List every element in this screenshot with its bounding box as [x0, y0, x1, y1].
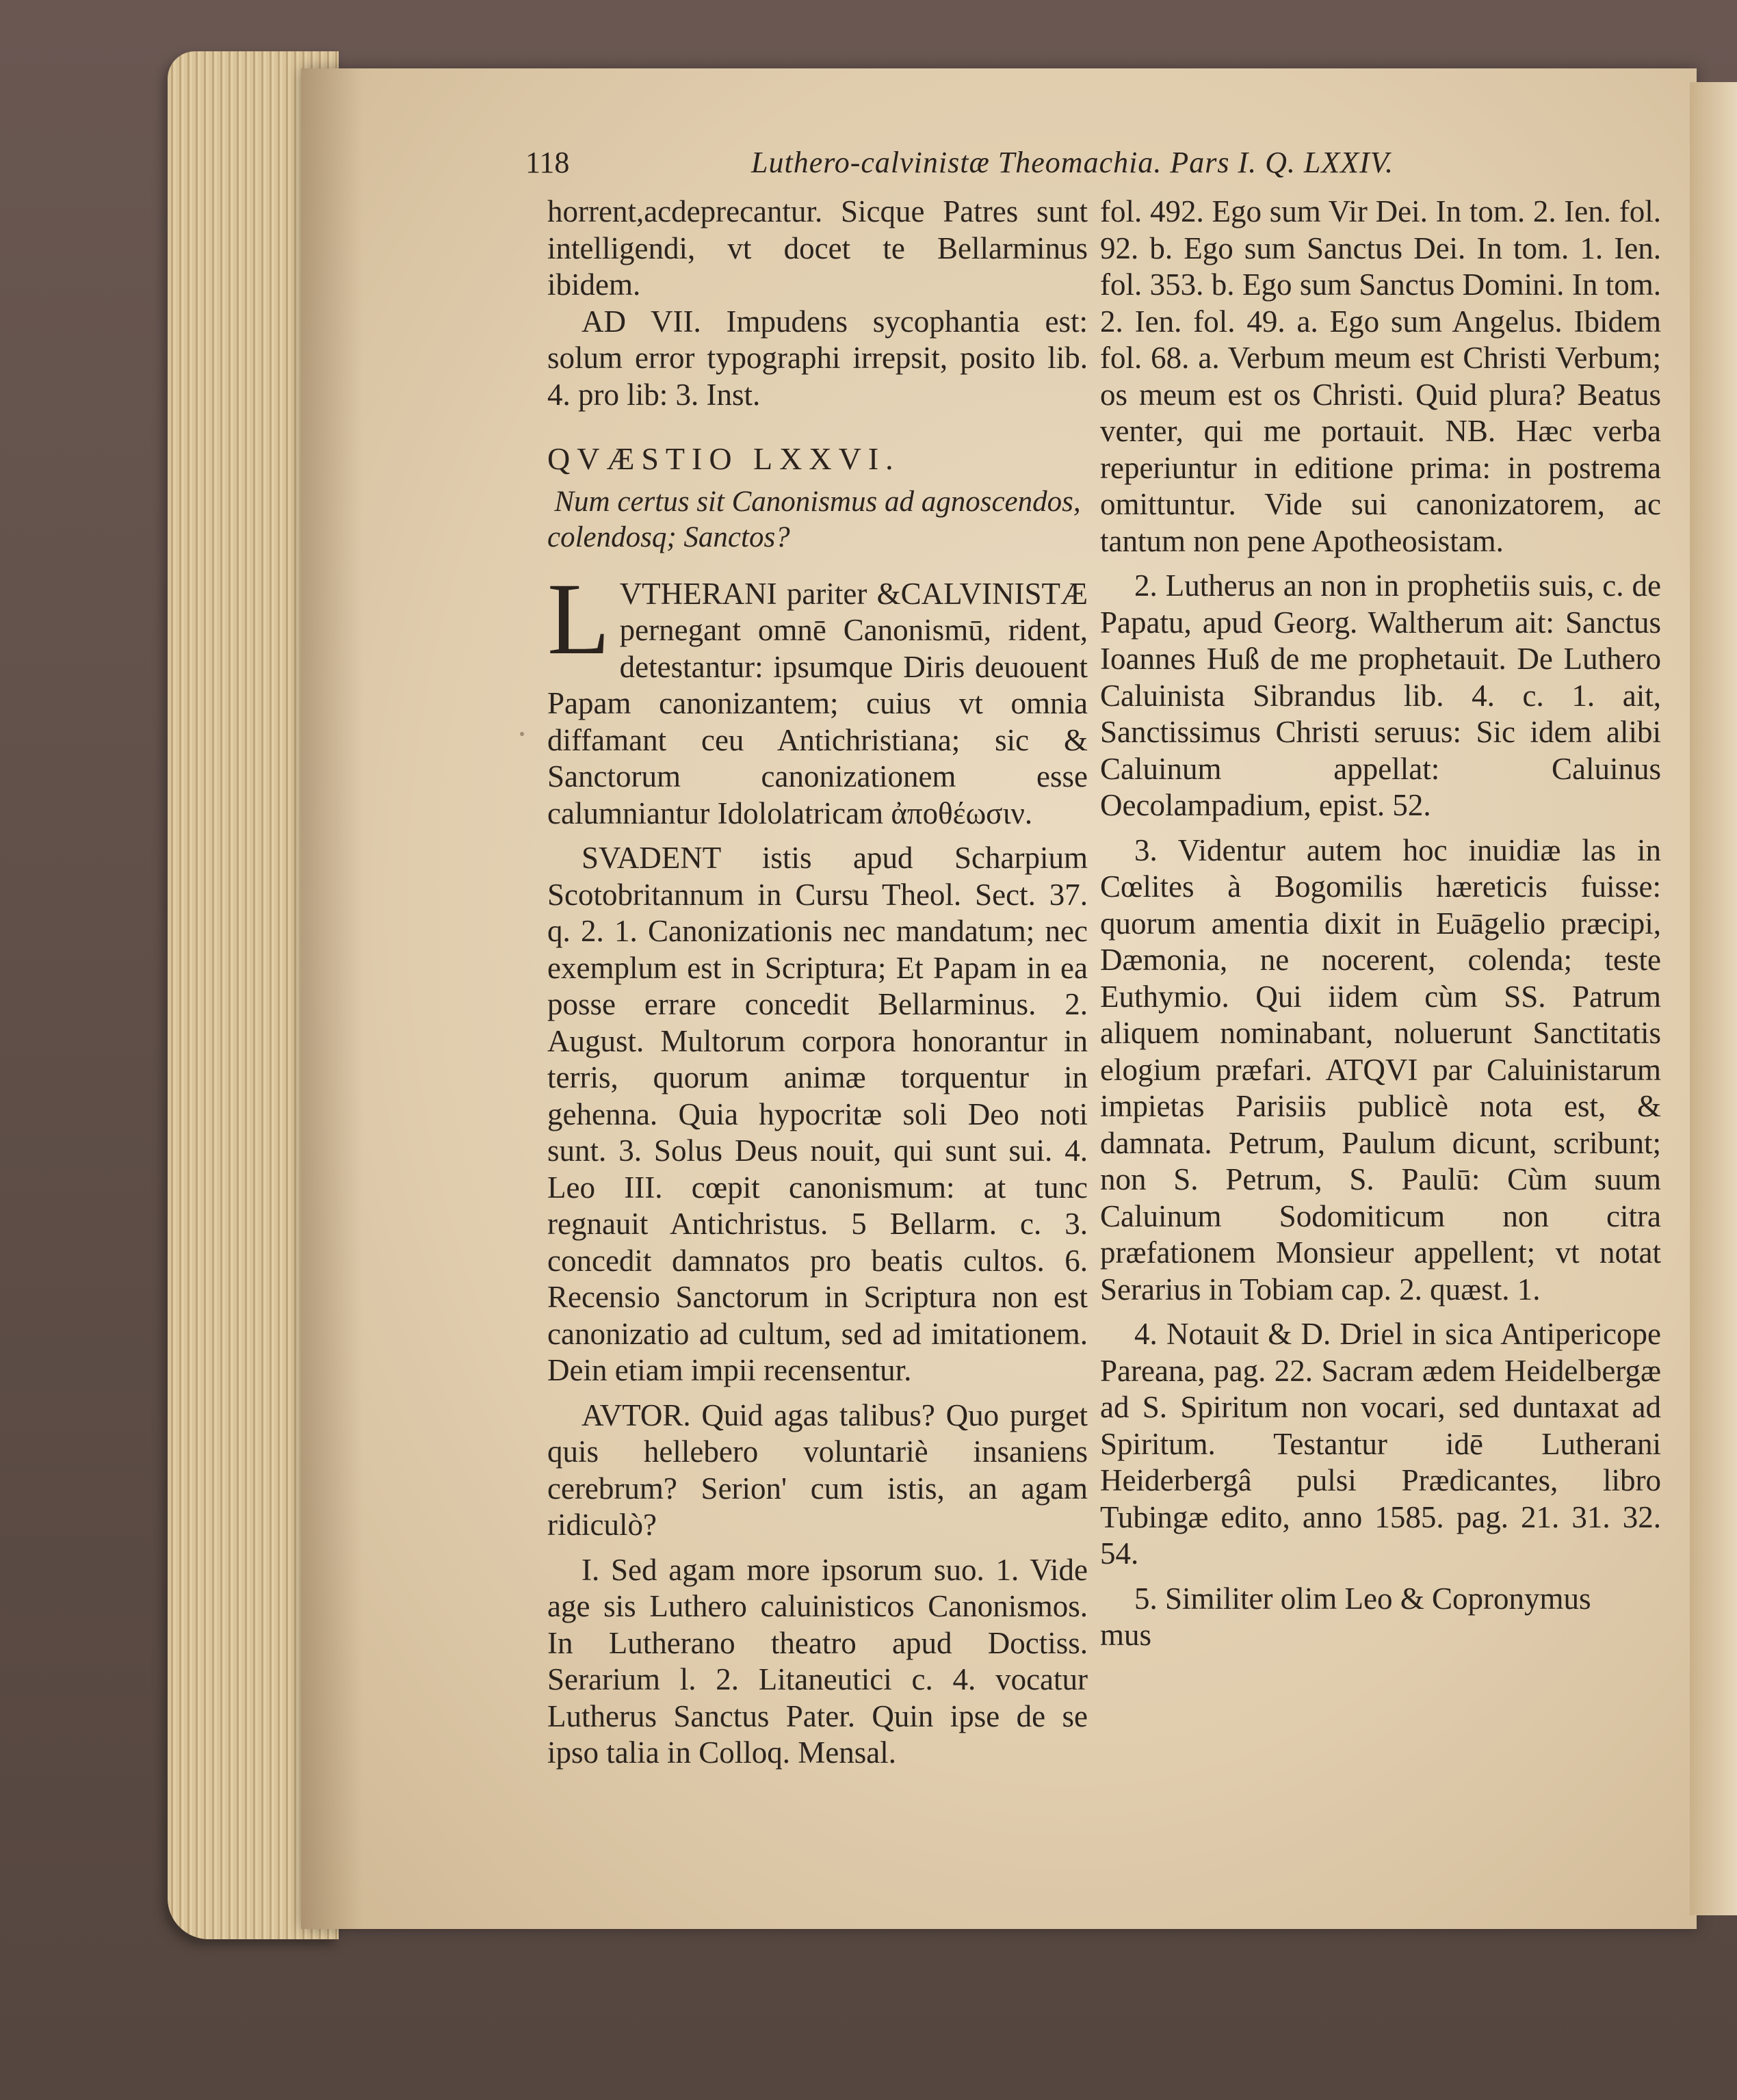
right-paragraph-1: fol. 492. Ego sum Vir Dei. In tom. 2. Ien. fol. 92. b. Ego sum Sanctus Dei. In tom. 1. Ien. fol. 353. b. Ego sum Sanctus Domini. In tom. 2. Ien. fol. 49. a. Ego sum Angelus. Ibidem fol. 68. a. Verbum meum est Christi Verbum; os meum est os Christi. Quid plura? Beatus venter, qui me portauit. NB. Hæc verba reperiuntur in editione prima: in postrema omittuntur. Vide sui canonizatorem, ac tantum non pene Apotheosistam.	[1100, 194, 1661, 558]
ink-speck	[852, 889, 856, 893]
right-column	[1100, 194, 1661, 1654]
right-paragraph-5: 5. Similiter olim Leo & Copronymus	[1134, 1581, 1591, 1616]
gutter-shadow	[301, 68, 363, 1929]
question-title: QVÆSTIO LXXVI.	[547, 441, 900, 476]
right-paragraph-4: 4. Notauit & D. Driel in sica Antipericope Pareana, pag. 22. Sacram ædem Heidelbergæ ad S. Spiritum non vocari, sed duntaxat ad Spiritum. Testantur idē Lutherani Heiderbergâ pulsi Prædicantes, libro Tubingæ edito, anno 1585. pag. 21. 31. 32. 54.	[1100, 1317, 1661, 1571]
ink-speck	[807, 814, 811, 818]
left-paragraph-4: SVADENT istis apud Scharpium Scotobritannum in Cursu Theol. Sect. 37. q. 2. 1. Canonizationis nec mandatum; nec exemplum est in Scriptura; Et Papam in ea posse errare concedit Bellarminus. 2. August. Multorum corpora honorantur in terris, quorum animæ torquentur in gehenna. Quia hypocritæ soli Deo noti sunt. 3. Solus Deus nouit, qui sunt sui. 4. Leo III. cœpit canonismum: at tunc regnauit Antichristus. 5 Bellarm. c. 3. concedit damnatos pro beatis cultos. 6. Recensio Sanctorum in Scriptura non est canonizatio ad cultum, sed ad imitationem. Dein etiam impii recensentur.	[547, 841, 1088, 1387]
right-paragraph-2: 2. Lutherus an non in prophetiis suis, c. de Papatu, apud Georg. Waltherum ait: Sanctus Ioannes Huß de me prophetauit. De Luthero Caluinista Sibrandus lib. 4. c. 1. ait, Sanctissimus Christi seruus: Sic idem alibi Caluinum appellat: Caluinus Oecolampadium, epist. 52.	[1100, 568, 1661, 822]
left-paragraph-6: I. Sed agam more ipsorum suo. 1. Vide age sis Luthero caluinisticos Canonismos. In Lutherano theatro apud Doctiss. Serarium l. 2. Litaneutici c. 4. vocatur Lutherus Sanctus Pater. Quin ipse de se ipso talia in Colloq. Mensal.	[547, 1552, 1088, 1770]
ink-speck	[520, 732, 524, 736]
left-paragraph-3-text: VTHERANI pariter &CALVINISTÆ pernegant omnē Canonismū, rident, detestantur: ipsumque Diris deuouent Papam canonizantem; cuius vt omnia diffamant ceu Antichristiana; sic & Sanctorum canonizationem esse calumniantur Idololatricam ἀποθέωσιν.	[547, 576, 1088, 830]
running-title: Luthero-calvinistæ Theomachia. Pars I. Q. LXXIV.	[751, 146, 1394, 179]
page-number: 118	[525, 146, 570, 179]
drop-cap: L	[547, 562, 610, 676]
catchword: mus	[1100, 1618, 1152, 1652]
facing-page-edge	[1690, 82, 1737, 1915]
left-paragraph-5: AVTOR. Quid agas talibus? Quo purget quis hellebero voluntariè insaniens cerebrum? Serion' cum istis, an agam ridiculò?	[547, 1397, 1088, 1542]
left-paragraph-2: AD VII. Impudens sycophantia est: solum error typographi irrepsit, posito lib. 4. pro lib: 3. Inst.	[547, 304, 1088, 412]
left-column	[547, 194, 1088, 1772]
left-paragraph-3	[547, 562, 1088, 832]
question-subtitle: Num certus sit Canonismus ad agnoscendos, colendosq; Sanctos?	[547, 485, 1081, 553]
running-head	[525, 145, 1470, 186]
left-paragraph-1: horrent,acdeprecantur. Sicque Patres sunt intelligendi, vt docet te Bellarminus ibidem.	[547, 194, 1088, 302]
right-paragraph-3: 3. Videntur autem hoc inuidiæ las in Cœlites à Bogomilis hæreticis fuisse: quorum amentia dixit in Euāgelio præcipi, Dæmonia, ne nocerent, colenda; teste Euthymio. Qui iidem cùm SS. Patrum aliquem nominabant, noluerunt Sanctitatis elogium præfari. ATQVI par Caluinistarum impietas Parisiis publicè nota est, & damnata. Petrum, Paulum dicunt, scribunt; non S. Petrum, S. Paulū: Cùm suum Caluinum Sodomiticum non citra præfationem Monsieur appellent; vt notat Serarius in Tobiam cap. 2. quæst. 1.	[1100, 832, 1661, 1307]
